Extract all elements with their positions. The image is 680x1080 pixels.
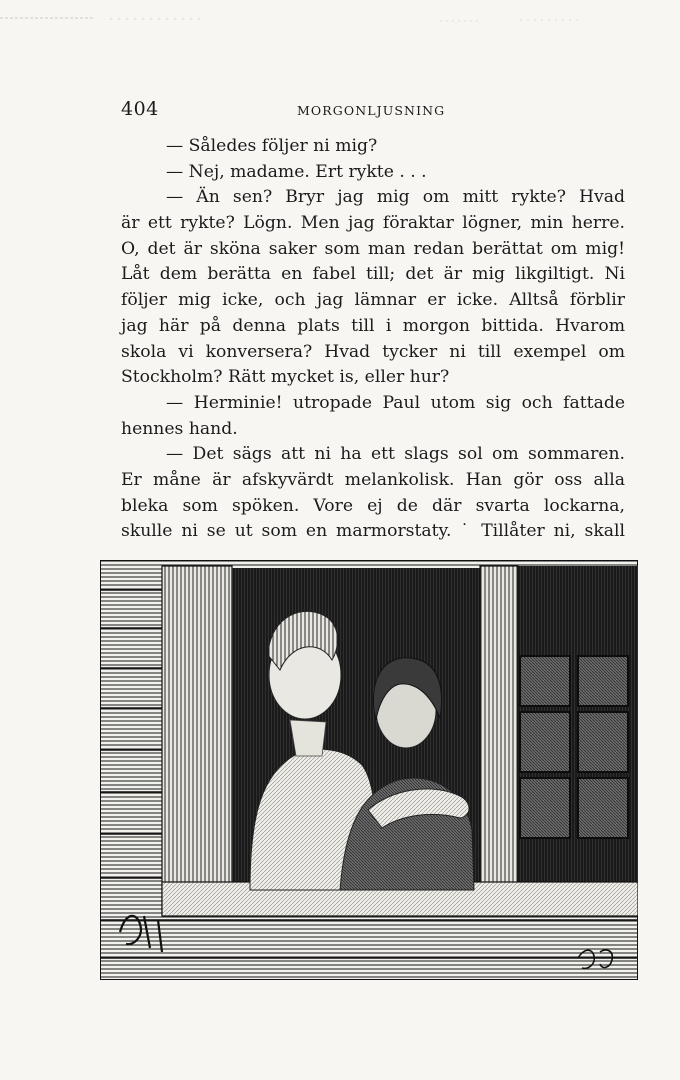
page-number: 404	[121, 98, 159, 120]
text-line: är ett rykte? Lögn. Men jag föraktar lögner, min herre.	[121, 213, 625, 234]
engraving-illustration	[100, 560, 638, 980]
body-text	[121, 134, 625, 545]
text-line: — Således följer ni mig?	[166, 136, 378, 156]
scan-noise	[0, 14, 680, 24]
running-title: MORGONLJUSNING	[297, 103, 446, 118]
text-line: Låt dem berätta en fabel till; det är mig likgiltigt. Ni	[121, 264, 625, 285]
page-header	[121, 98, 625, 122]
engraving-artwork	[100, 560, 638, 980]
text-line: skola vi konversera? Hvad tycker ni till exempel om	[121, 341, 625, 362]
text-line: skulle ni se ut som en marmorstaty. ˙ Tillåter ni, skall	[121, 521, 625, 542]
text-line: hennes hand.	[121, 418, 238, 439]
text-line: följer mig icke, och jag lämnar er icke. Alltså förblir	[121, 290, 625, 311]
text-line: Er måne är afskyvärdt melankolisk. Han gör oss alla	[121, 469, 625, 490]
text-line: Stockholm? Rätt mycket is, eller hur?	[121, 367, 450, 388]
text-line: — Nej, madame. Ert rykte . . .	[166, 161, 427, 182]
text-line: — Herminie! utropade Paul utom sig och fattade	[166, 392, 625, 413]
text-line: — Det sägs att ni ha ett slags sol om sommaren.	[166, 444, 625, 465]
text-line: — Än sen? Bryr jag mig om mitt rykte? Hvad	[166, 187, 625, 208]
text-line: jag här på denna plats till i morgon bittida. Hvarom	[121, 315, 625, 336]
text-line: bleka som spöken. Vore ej de där svarta lockarna,	[121, 495, 625, 516]
text-line: O, det är sköna saker som man redan berättat om mig!	[121, 238, 625, 259]
